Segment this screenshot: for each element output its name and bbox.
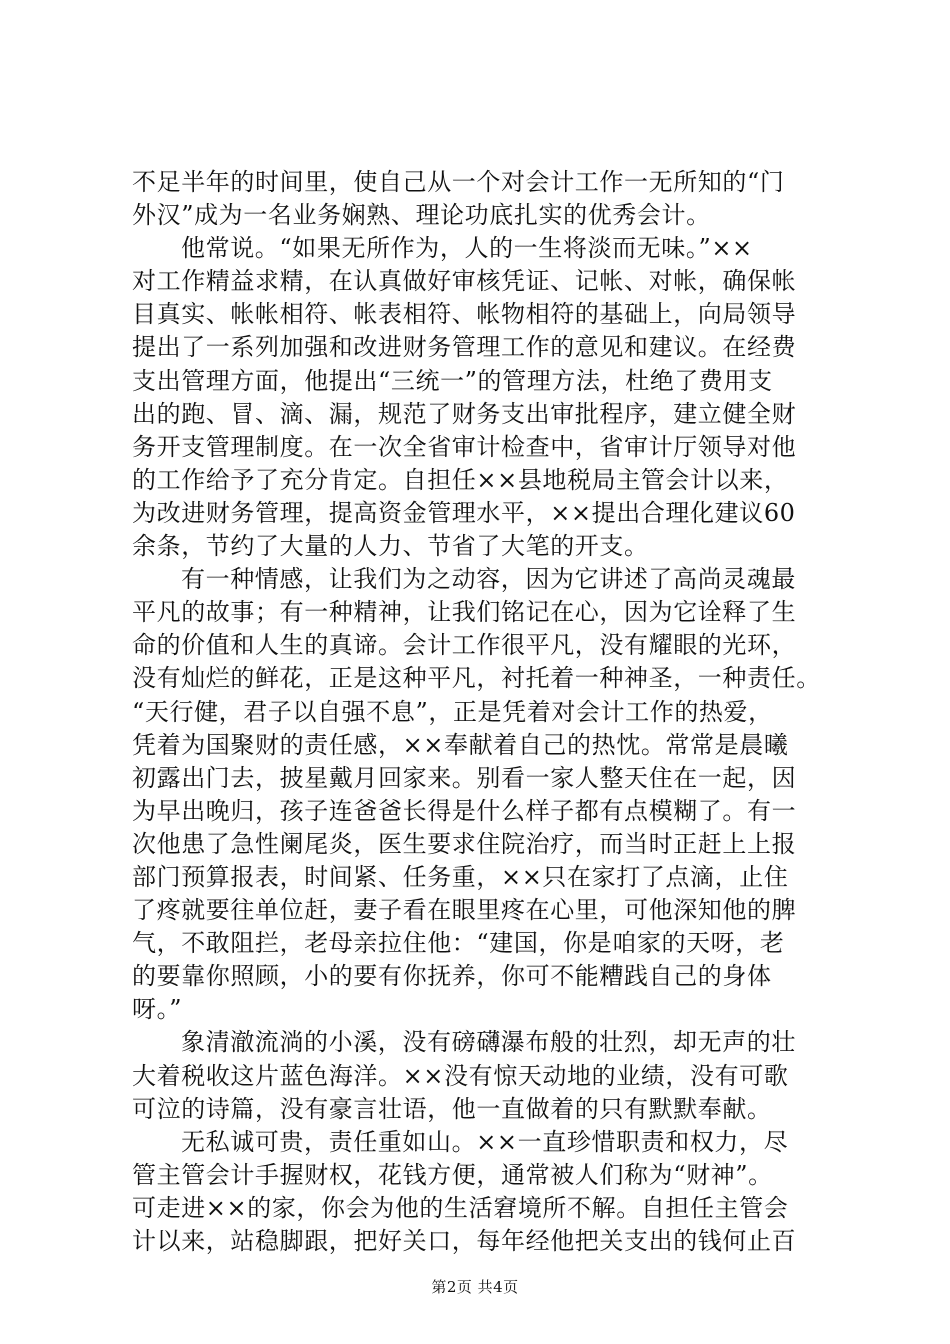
text-line: 不足半年的时间里，使自己从一个对会计工作一无所知的“门 — [132, 168, 785, 196]
text-line: 大着税收这片蓝色海洋。××没有惊天动地的业绩，没有可歌 — [132, 1061, 789, 1090]
text-line: 目真实、帐帐相符、帐表相符、帐物相符的基础上，向局领导 — [132, 300, 797, 329]
text-line: 初露出门去，披星戴月回家来。别看一家人整天住在一起，因 — [132, 763, 797, 792]
document-body — [132, 166, 832, 1258]
text-line: 平凡的故事；有一种精神，让我们铭记在心，因为它诠释了生 — [132, 598, 797, 627]
text-line: 次他患了急性阑尾炎，医生要求住院治疗，而当时正赶上上报 — [132, 829, 797, 858]
text-line: 可走进××的家，你会为他的生活窘境所不解。自担任主管会 — [132, 1193, 789, 1222]
paragraph-start-line: 他常说。“如果无所作为，人的一生将淡而无味。”×× — [181, 234, 753, 263]
text-line: 的要靠你照顾，小的要有你抚养，你可不能糟践自己的身体 — [132, 962, 772, 991]
text-line: 为早出晚归，孩子连爸爸长得是什么样子都有点模糊了。有一 — [132, 796, 797, 825]
text-line: 管主管会计手握财权，花钱方便，通常被人们称为“财神”。 — [132, 1160, 773, 1189]
page-number-footer: 第2页 共4页 — [431, 1278, 519, 1296]
text-line: 余条，节约了大量的人力、节省了大笔的开支。 — [132, 532, 649, 561]
text-line: 计以来，站稳脚跟，把好关口，每年经他把关支出的钱何止百 — [132, 1227, 797, 1255]
text-line: 为改进财务管理，提高资金管理水平，××提出合理化建议60 — [132, 498, 796, 527]
text-line: 的工作给予了充分肯定。自担任××县地税局主管会计以来， — [132, 465, 789, 494]
text-line: 没有灿烂的鲜花，正是这种平凡，衬托着一种神圣，一种责任。 — [132, 664, 821, 693]
text-line: 命的价值和人生的真谛。会计工作很平凡，没有耀眼的光环， — [132, 631, 797, 660]
text-line: 外汉”成为一名业务娴熟、理论功底扎实的优秀会计。 — [132, 201, 711, 230]
text-line: 支出管理方面，他提出“三统一”的管理方法，杜绝了费用支 — [132, 366, 773, 395]
paragraph-start-line: 象清澈流淌的小溪，没有磅礴瀑布般的壮烈，却无声的壮 — [181, 1028, 796, 1057]
text-line: 部门预算报表，时间紧、任务重，××只在家打了点滴，止住 — [132, 862, 789, 891]
text-line: 出的跑、冒、滴、漏，规范了财务支出审批程序，建立健全财 — [132, 399, 797, 428]
paragraph-start-line: 无私诚可贵，责任重如山。××一直珍惜职责和权力，尽 — [181, 1127, 789, 1156]
text-line: “天行健，君子以自强不息”，正是凭着对会计工作的热爱， — [132, 697, 773, 726]
text-line: 务开支管理制度。在一次全省审计检查中，省审计厅领导对他 — [132, 432, 797, 461]
text-line: 了疼就要往单位赶，妻子看在眼里疼在心里，可他深知他的脾 — [132, 896, 797, 925]
text-line: 提出了一系列加强和改进财务管理工作的意见和建议。在经费 — [132, 333, 797, 362]
text-line: 气，不敢阻拦，老母亲拉住他：“建国，你是咱家的天呀，老 — [132, 929, 785, 958]
text-line: 对工作精益求精，在认真做好审核凭证、记帐、对帐，确保帐 — [132, 267, 797, 296]
text-line: 可泣的诗篇，没有豪言壮语，他一直做着的只有默默奉献。 — [132, 1094, 772, 1123]
paragraph-start-line: 有一种情感，让我们为之动容，因为它讲述了高尚灵魂最 — [181, 565, 796, 594]
text-line: 呀。” — [132, 995, 183, 1024]
text-line: 凭着为国聚财的责任感，××奉献着自己的热忱。常常是晨曦 — [132, 730, 789, 759]
